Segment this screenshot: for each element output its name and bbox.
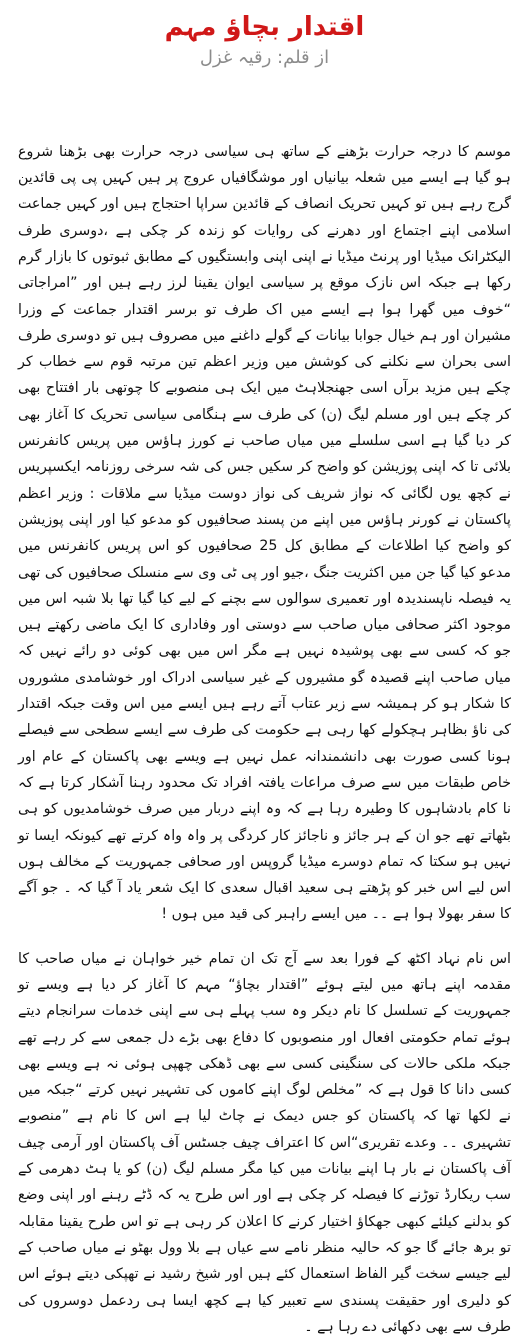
header-spacer xyxy=(18,69,511,139)
article-paragraph-2: اس نام نہاد اکٹھ کے فورا بعد سے آج تک ان تمام خیر خواہان نے میاں صاحب کا مقدمہ اپنے ہاتھ میں لیتے ہوئے ”اقتدار بچاؤ“ مہم کا آغاز کر دیا ہے ویسے تو جمہوریت کے تسلسل کا نام دیکر وہ سب پہلے ہی سے اپنی خدمات سرانجام دیتے ہوئے تمام حکومتی افعال اور منصوبوں کا دفاع بھی بڑے دل جمعی سے کر رہے تھے جبکہ ملکی حالات کی سنگینی کسی سے بھی ڈھکی چھپی ہوئی نہ ہے ویسے بھی کسی دانا کا قول ہے کہ ”مخلص لوگ اپنے کاموں کی تشہیر نہیں کرتے “جبکہ میں نے لکھا تھا کہ پاکستان کو جس دیمک نے چاٹ لیا ہے اس کا نام ہے ”منصوبے تشہیری ۔۔ وعدے تقریری“اس کا اعتراف چیف جسٹس آف پاکستان اور آرمی چیف آف پاکستان نے بار ہا اپنے بیانات میں کیا مگر مسلم لیگ (ن) کو یا ہٹ دھرمی کے سب ریکارڈ توڑنے کا فیصلہ کر چکی ہے اور اس طرح یہ کہ ڈٹے رہنے اور اپنی وضع کو بدلنے کیلئے کبھی جھکاؤ اختیار کرنے کا اعلان کر رہی ہے تو اس طرح یقینا مقابلہ تو برھ جائے گا جو کہ حالیہ منظر نامے سے عیاں ہے بلا وول بھٹو نے میاں صاحب کے لیے جیسے سخت گیر الفاظ استعمال کئے ہیں اور شیخ رشید نے تھپکی دیتے ہوئے اس کو دلیری اور حقیقت پسندی سے تعبیر کیا ہے کچھ ایسا ہی ردعمل دوسروں کی طرف سے بھی دکھائی دے رہا ہے ۔ xyxy=(18,950,511,1335)
article-title: اقتدار بچاؤ مہم xyxy=(164,12,365,42)
article-body xyxy=(18,139,511,1340)
author-byline: از قلم: رقیہ غزل xyxy=(199,47,330,69)
article-paragraph-1: موسم کا درجہ حرارت بڑھنے کے ساتھ ہی سیاسی درجہ حرارت بھی بڑھنا شروع ہو گیا ہے ایسے میں شعلہ بیانیاں اور موشگافیاں عروج پر ہیں کہیں پی پی قائدین گرج رہے ہیں تو کہیں تحریک انصاف کے قائدین سراپا احتجاج ہیں اور کہیں جماعت اسلامی اپنے اجتماع اور دھرنے کی روایات کو زندہ کر چکی ہے ،دوسری طرف الیکٹرانک میڈیا اور پرنٹ میڈیا نے اپنی اپنی وابستگیوں کے مطابق ثبوتوں کا بازار گرم رکھا ہے جبکہ اس نازک موقع پر سیاسی ایوان یقینا لرز رہے ہیں اور ”امراجاتی “خوف میں گھرا ہوا ہے ایسے میں اک طرف تو برسر اقتدار جماعت کے وزرا مشیران اور ہم خیال جوابا بیانات کے گولے داغنے میں مصروف ہیں تو دوسری طرف اسی بحران سے نکلنے کی کوشش میں وزیر اعظم تین مرتبہ قوم سے خطاب کر چکے ہیں مزید برآں اسی جھنجلاہٹ میں ایک ہی منصوبے کا چوتھی بار افتتاح بھی کر چکے ہیں اور مسلم لیگ (ن) کی طرف سے ہنگامی سیاسی تحریک کا آغاز بھی کر دیا گیا ہے اسی سلسلے میں میاں صاحب نے کورز ہاؤس میں پریس کانفرنس بلائی تا کہ اپنی پوزیشن کو واضح کر سکیں جس کی شہ سرخی روزنامہ ایکسپریس نے کچھ یوں لگائی کہ نواز شریف کی نواز دوست میڈیا سے ملاقات : وزیر اعظم پاکستان نے کورنر ہاؤس میں اپنے من پسند صحافیوں کو مدعو کیا اور اپنی پوزیشن کو واضح کیا اطلاعات کے مطابق کل 25 صحافیوں کو اس پریس کانفرنس میں مدعو کیا گیا جن میں اکثریت جنگ ،جیو اور پی ٹی وی سے منسلک صحافیوں کی تھی یہ فیصلہ ناپسندیدہ اور تعمیری سوالوں سے بچنے کے لیے کیا گیا تھا بلا شبہ اس میں موجود اکثر صحافی میاں صاحب سے دوستی اور وفاداری کا ایک ماضی رکھتے ہیں جو کہ کسی سے بھی پوشیدہ نہیں ہے مگر اس میں بھی کوئی دو رائے نہیں کہ میاں صاحب اپنے قصیدہ گو مشیروں کے غیر سیاسی ادراک اور خوشامدی مشوروں کا شکار ہو کر ہمیشہ سے زیر عتاب آتے رہے ہیں ایسے میں اس وقت جبکہ اقتدار کی ناؤ بظاہر ہچکولے کھا رہی ہے حکومت کی طرف سے ایسے سطحی سے فیصلے ہونا کسی صورت بھی دانشمندانہ عمل نہیں ہے ویسے بھی پاکستان کے عام اور خاص طبقات میں سے صرف مراعات یافتہ افراد تک محدود رہنا آشکار کرتا ہے کہ نا کام بادشاہوں کا وطیرہ رہا ہے کہ وہ اپنے دربار میں صرف خوشامدیوں کو ہی بٹھاتے تھے جو ان کے ہر جائز و ناجائز کار کردگی پر واہ واہ کرتے تھے کیونکہ ایسا تو نہیں ہو سکتا کہ تمام دوسرے میڈیا گروپس اور صحافی جمہوریت کے مخالف ہوں اس لیے اس خبر کو پڑھتے ہی سعید اقبال سعدی کا ایک شعر یاد آ گیا کہ ۔ جو آگے کا سفر بھولا ہوا ہے ۔۔ میں ایسے راہبر کی قید میں ہوں ! xyxy=(18,143,511,923)
